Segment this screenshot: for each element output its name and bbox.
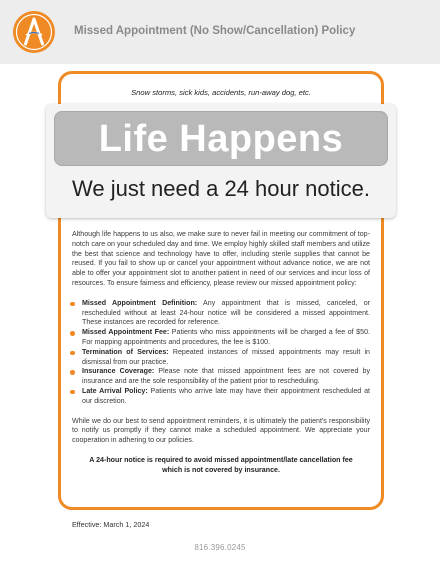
closing-paragraph: While we do our best to send appointment reminders, it is ultimately the patient's responsibility to notify us promptly if they cannot make a scheduled appointment. We appreciate your cooperation in adhering to our policies.	[72, 416, 370, 445]
policy-text: Any appointment that is missed, canceled, or rescheduled without at least 24-hour notice will be considered a missed appointment. These instances are recorded for reference.	[82, 298, 370, 327]
policy-term: Missed Appointment Fee:	[82, 328, 170, 337]
policy-term: Late Arrival Policy:	[82, 386, 148, 395]
effective-date: Effective: March 1, 2024	[72, 520, 150, 529]
bullet-icon	[70, 351, 75, 356]
policy-content	[72, 230, 370, 476]
notice-text: A 24-hour notice is required to avoid missed appointment/late cancellation fee which is not covered by insurance.	[89, 455, 353, 474]
banner-subtitle: We just need a 24 hour notice.	[71, 176, 370, 201]
apex-logo-icon	[12, 10, 56, 54]
policy-item	[72, 348, 370, 368]
policy-text: Patients who arrive late may have their appointment rescheduled at our discretion.	[82, 386, 370, 405]
phone-number[interactable]: 816.396.0245	[194, 543, 246, 552]
policy-item	[72, 367, 370, 387]
bullet-icon	[70, 390, 75, 395]
policy-text: Patients who miss appointments will be charged a fee of $50. For mapping appointments and procedures, the fee is $100.	[82, 328, 370, 346]
policy-item	[72, 328, 370, 348]
bullet-icon	[70, 331, 75, 336]
policy-term: Missed Appointment Definition:	[82, 298, 198, 307]
policy-term: Termination of Services:	[82, 347, 169, 356]
policy-list	[72, 299, 370, 407]
header-bar	[0, 0, 440, 64]
policy-term: Insurance Coverage:	[82, 367, 155, 376]
tagline: Snow storms, sick kids, accidents, run-away dog, etc.	[131, 88, 311, 97]
policy-text: Repeated instances of missed appointments may result in dismissal from our practice.	[82, 347, 370, 366]
intro-paragraph: Although life happens to us also, we make sure to never fail in meeting our commitment of top-notch care on your scheduled day and time. We employ highly skilled staff members and utilize the best that science and technology have to offer, including sterile supplies that cannot be reused. If you fail to show up or cancel your appointment without advance notice, we are not able to offer your appointment slot to another patient in need of our services and incur loss of resources. To ensure fairness and efficiency, please review our missed appointment policy:	[72, 230, 370, 287]
page-title: Missed Appointment (No Show/Cancellation) Policy	[74, 25, 356, 37]
policy-text: Please note that missed appointment fees are not covered by insurance and are the sole responsibility of the patient prior to rescheduling.	[82, 367, 370, 386]
policy-item	[72, 387, 370, 407]
policy-item	[72, 299, 370, 328]
bullet-icon	[70, 302, 75, 307]
bullet-icon	[70, 370, 75, 375]
banner-title: Life Happens	[54, 111, 388, 166]
